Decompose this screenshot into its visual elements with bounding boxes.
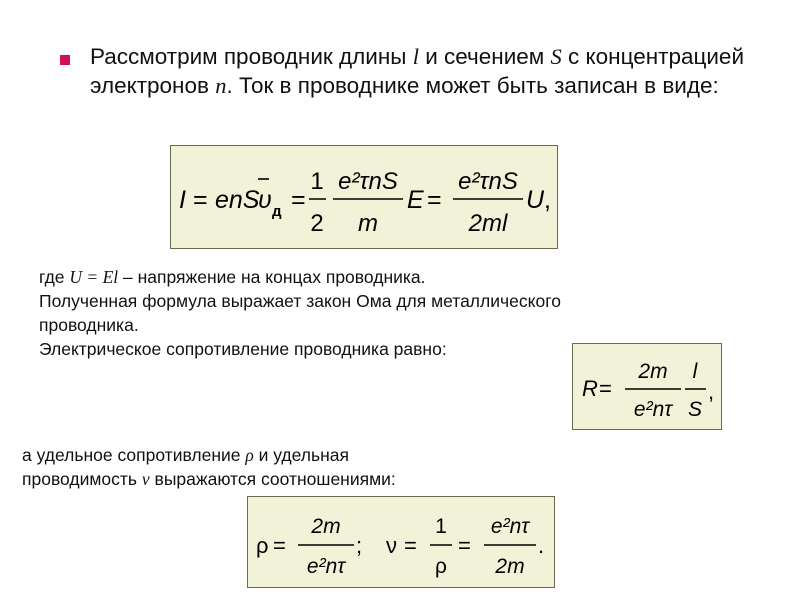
rho-numerator: 2m [311, 515, 341, 538]
ohm-law-line: Полученная формула выражает закон Ома для металлического [39, 291, 561, 311]
area-denominator: S [687, 398, 703, 421]
equals-3: = [427, 186, 442, 214]
length-numerator: l [692, 360, 698, 383]
nu-denominator: 2m [495, 555, 525, 578]
rho-equals: = [273, 533, 286, 558]
current-formula [171, 146, 557, 248]
resistance-equals: = [599, 376, 612, 401]
resistance-comma: , [708, 379, 715, 404]
intro-text-part2: и сечением [418, 44, 551, 69]
symbol-drift-velocity: υ [258, 186, 272, 214]
conductivity-line [22, 467, 542, 491]
resistivity-paragraph [22, 443, 542, 491]
frac1-numerator: e²τnS [338, 168, 398, 195]
var-n: n [215, 73, 227, 98]
intro-text-part4: . Ток в проводнике может быть записан в виде: [226, 73, 719, 98]
rho-left: ρ [256, 533, 269, 558]
var-S: S [550, 44, 562, 69]
symbol-I: I [179, 186, 186, 214]
voltage-line [39, 265, 739, 289]
symbol-U: U [526, 186, 545, 214]
resistivity-text: а удельное сопротивление [22, 445, 246, 465]
intro-text-part1: Рассмотрим проводник длины [90, 44, 413, 69]
nu-numerator: e²nτ [490, 515, 530, 538]
symbol-R: R [582, 376, 598, 401]
resistance-formula-box [572, 343, 722, 430]
nu-left: ν [386, 533, 397, 558]
intro-text-part3: с концентрацией электронов [90, 44, 745, 98]
symbol-E: E [407, 186, 424, 214]
resistance-line: Электрическое сопротивление проводника равно: [39, 339, 447, 359]
semicolon: ; [356, 533, 363, 558]
symbol-nu: ν [141, 469, 150, 489]
intro-text [90, 42, 775, 100]
nu-equals-1: = [404, 533, 417, 558]
relations-text: выражаются соотношениями: [149, 469, 396, 489]
conductivity-text: проводимость [22, 469, 142, 489]
var-l: l [412, 44, 419, 69]
equals-1: = [193, 186, 208, 214]
frac2-denominator: 2ml [468, 210, 508, 237]
half-denominator: 2 [310, 210, 324, 237]
frac1-denominator: m [358, 210, 378, 237]
comma: , [544, 186, 551, 214]
subscript-d: д [272, 203, 282, 220]
resistance-denominator: e²nτ [633, 398, 673, 421]
resistivity-formula [248, 497, 554, 587]
and-specific-text: и удельная [253, 445, 349, 465]
period: . [538, 533, 545, 558]
resistivity-formula-box [247, 496, 555, 588]
bullet-square-icon [60, 55, 70, 65]
resistance-formula [573, 344, 721, 429]
conductor-line: проводника. [39, 315, 139, 335]
resistance-numerator: 2m [638, 360, 668, 383]
symbol-enS: enS [215, 186, 260, 214]
voltage-text: – напряжение на концах проводника. [118, 267, 426, 287]
half-numerator: 1 [310, 168, 324, 195]
equals-2: = [291, 186, 306, 214]
rho-denominator: e²nτ [306, 555, 346, 578]
current-formula-box [170, 145, 558, 249]
where-text: где [39, 267, 70, 287]
voltage-expression: U = El [69, 267, 119, 287]
nu-equals-2: = [458, 533, 471, 558]
rho-denominator-2: ρ [435, 555, 447, 578]
symbol-rho: ρ [245, 445, 254, 465]
intro-bullet [60, 42, 775, 100]
frac2-numerator: e²τnS [458, 168, 518, 195]
one-numerator: 1 [435, 515, 447, 538]
resistivity-line [22, 443, 542, 467]
